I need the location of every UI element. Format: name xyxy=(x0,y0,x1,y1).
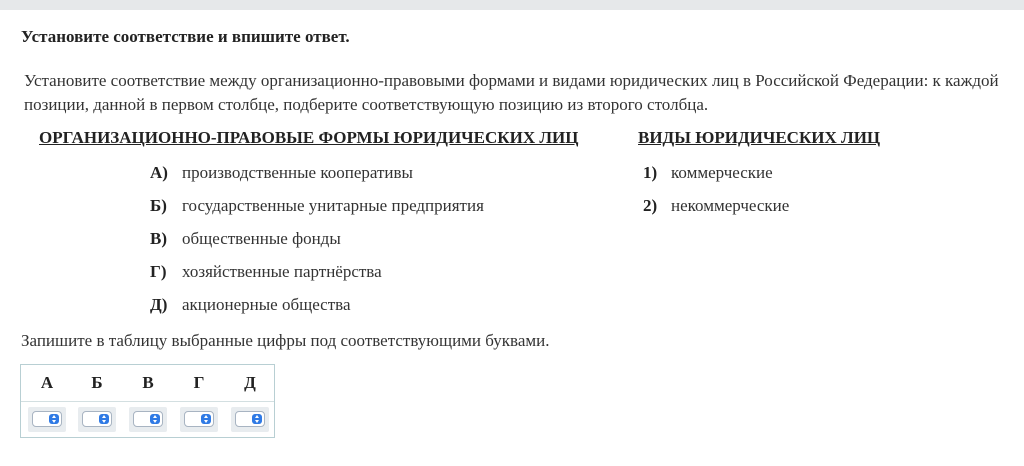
answer-header-g: Г xyxy=(193,373,205,392)
left-item-text: производственные кооперативы xyxy=(182,163,413,182)
right-column-heading: ВИДЫ ЮРИДИЧЕСКИХ ЛИЦ xyxy=(638,128,881,147)
answer-cell-b xyxy=(78,407,116,432)
right-item-text: коммерческие xyxy=(671,163,773,182)
select-chevron-icon xyxy=(252,414,262,424)
select-chevron-icon xyxy=(150,414,160,424)
answer-select-g[interactable] xyxy=(184,411,214,427)
left-column-heading: ОРГАНИЗАЦИОННО-ПРАВОВЫЕ ФОРМЫ ЮРИДИЧЕСКИХ ЛИЦ xyxy=(39,128,579,147)
select-chevron-icon xyxy=(201,414,211,424)
left-item-text: акционерные общества xyxy=(182,295,351,314)
left-item-text: хозяйственные партнёрства xyxy=(182,262,382,281)
left-item-key: Г) xyxy=(150,262,167,281)
left-item-v xyxy=(150,229,341,249)
answer-cell-g xyxy=(180,407,218,432)
answer-select-a[interactable] xyxy=(32,411,62,427)
answer-cell-d xyxy=(231,407,269,432)
select-chevron-icon xyxy=(99,414,109,424)
right-item-text: некоммерческие xyxy=(671,196,790,215)
answer-select-d[interactable] xyxy=(235,411,265,427)
top-bar xyxy=(0,0,1024,10)
answer-cell-a xyxy=(28,407,66,432)
answer-instruction: Запишите в таблицу выбранные цифры под соответствующими буквами. xyxy=(21,331,550,350)
task-header: Установите соответствие и впишите ответ. xyxy=(21,27,350,46)
answer-header-d: Д xyxy=(244,373,256,392)
left-item-a xyxy=(150,163,413,183)
answer-header-b: Б xyxy=(91,373,103,392)
answer-header-v: В xyxy=(142,373,154,392)
task-text: Установите соответствие между организационно-правовыми формами и видами юридических лиц в Российской Федерации: к каждой позиции, данной в первом столбце, подберите соответствующую позицию из второго столбца. xyxy=(24,71,999,114)
answer-select-b[interactable] xyxy=(82,411,112,427)
right-item-2 xyxy=(643,196,789,216)
answer-cell-v xyxy=(129,407,167,432)
left-item-d xyxy=(150,295,351,315)
left-item-text: государственные унитарные предприятия xyxy=(182,196,484,215)
left-item-g xyxy=(150,262,382,282)
right-item-key: 2) xyxy=(643,196,658,215)
answer-table xyxy=(20,364,275,438)
left-item-key: В) xyxy=(150,229,167,248)
right-item-key: 1) xyxy=(643,163,658,182)
left-item-text: общественные фонды xyxy=(182,229,341,248)
right-item-1 xyxy=(643,163,773,183)
answer-table-divider xyxy=(21,401,274,402)
left-item-key: А) xyxy=(150,163,168,182)
answer-header-a: А xyxy=(40,373,54,392)
left-item-key: Б) xyxy=(150,196,167,215)
answer-select-v[interactable] xyxy=(133,411,163,427)
select-chevron-icon xyxy=(49,414,59,424)
left-item-key: Д) xyxy=(150,295,168,314)
left-item-b xyxy=(150,196,484,216)
